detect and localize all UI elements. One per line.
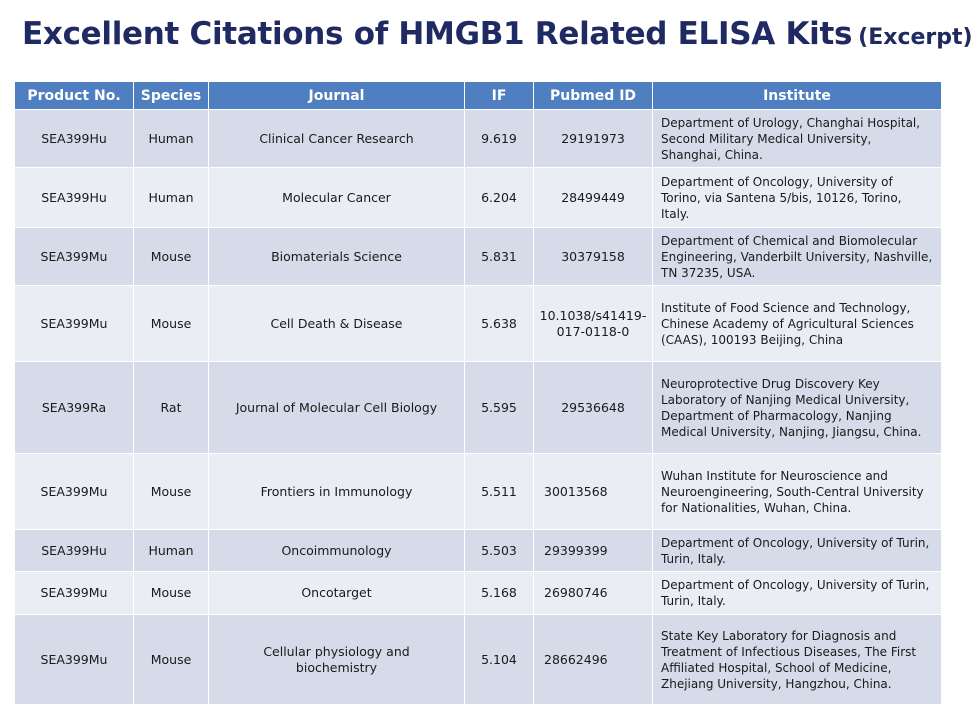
cell-institute: Department of Chemical and Biomolecular Engineering, Vanderbilt University, Nashville, TN 37235, USA. xyxy=(653,228,942,286)
header-institute: Institute xyxy=(653,82,942,110)
table-row xyxy=(15,530,942,572)
header-journal: Journal xyxy=(209,82,465,110)
cell-pubmed-id: 29191973 xyxy=(534,110,653,168)
cell-journal: Molecular Cancer xyxy=(209,168,465,228)
cell-if: 5.168 xyxy=(465,572,534,615)
cell-institute: Department of Oncology, University of Torino, via Santena 5/bis, 10126, Torino, Italy. xyxy=(653,168,942,228)
cell-product-no: SEA399Mu xyxy=(15,228,134,286)
cell-journal: Biomaterials Science xyxy=(209,228,465,286)
header-if: IF xyxy=(465,82,534,110)
cell-institute: Wuhan Institute for Neuroscience and Neuroengineering, South-Central University for Nationalities, Wuhan, China. xyxy=(653,454,942,530)
cell-pubmed-id: 29536648 xyxy=(534,362,653,454)
table-row xyxy=(15,454,942,530)
cell-product-no: SEA399Hu xyxy=(15,530,134,572)
cell-species: Mouse xyxy=(134,228,209,286)
cell-pubmed-id: 26980746 xyxy=(534,572,653,615)
header-product-no: Product No. xyxy=(15,82,134,110)
cell-if: 5.511 xyxy=(465,454,534,530)
header-pubmed-id: Pubmed ID xyxy=(534,82,653,110)
cell-product-no: SEA399Hu xyxy=(15,168,134,228)
cell-journal: Oncoimmunology xyxy=(209,530,465,572)
cell-product-no: SEA399Mu xyxy=(15,572,134,615)
table-row xyxy=(15,362,942,454)
cell-if: 5.503 xyxy=(465,530,534,572)
citations-table xyxy=(14,81,942,705)
table-row xyxy=(15,615,942,705)
cell-journal: Frontiers in Immunology xyxy=(209,454,465,530)
cell-species: Mouse xyxy=(134,454,209,530)
cell-journal: Cell Death & Disease xyxy=(209,286,465,362)
cell-product-no: SEA399Mu xyxy=(15,615,134,705)
cell-pubmed-id: 28499449 xyxy=(534,168,653,228)
cell-if: 5.638 xyxy=(465,286,534,362)
cell-product-no: SEA399Ra xyxy=(15,362,134,454)
cell-species: Mouse xyxy=(134,286,209,362)
header-species: Species xyxy=(134,82,209,110)
table-row xyxy=(15,110,942,168)
cell-species: Human xyxy=(134,530,209,572)
table-row xyxy=(15,228,942,286)
page-title xyxy=(22,16,973,52)
cell-journal: Journal of Molecular Cell Biology xyxy=(209,362,465,454)
cell-species: Mouse xyxy=(134,615,209,705)
cell-journal: Cellular physiology and biochemistry xyxy=(209,615,465,705)
cell-product-no: SEA399Mu xyxy=(15,454,134,530)
cell-if: 5.595 xyxy=(465,362,534,454)
cell-species: Human xyxy=(134,110,209,168)
cell-pubmed-id: 29399399 xyxy=(534,530,653,572)
cell-journal: Clinical Cancer Research xyxy=(209,110,465,168)
title-sub: (Excerpt) xyxy=(858,25,973,50)
cell-institute: Department of Oncology, University of Turin, Turin, Italy. xyxy=(653,572,942,615)
cell-if: 9.619 xyxy=(465,110,534,168)
cell-pubmed-id: 30379158 xyxy=(534,228,653,286)
cell-pubmed-id: 10.1038/s41419-017-0118-0 xyxy=(534,286,653,362)
cell-institute: Department of Urology, Changhai Hospital, Second Military Medical University, Shanghai, China. xyxy=(653,110,942,168)
cell-institute: Department of Oncology, University of Turin, Turin, Italy. xyxy=(653,530,942,572)
table-row xyxy=(15,168,942,228)
cell-if: 5.831 xyxy=(465,228,534,286)
cell-institute: Neuroprotective Drug Discovery Key Laboratory of Nanjing Medical University, Department of Pharmacology, Nanjing Medical University, Nanjing, Jiangsu, China. xyxy=(653,362,942,454)
cell-institute: Institute of Food Science and Technology, Chinese Academy of Agricultural Sciences (CAAS), 100193 Beijing, China xyxy=(653,286,942,362)
cell-species: Human xyxy=(134,168,209,228)
cell-product-no: SEA399Mu xyxy=(15,286,134,362)
cell-pubmed-id: 30013568 xyxy=(534,454,653,530)
table-row xyxy=(15,286,942,362)
cell-product-no: SEA399Hu xyxy=(15,110,134,168)
cell-institute: State Key Laboratory for Diagnosis and Treatment of Infectious Diseases, The First Affiliated Hospital, School of Medicine, Zhejiang University, Hangzhou, China. xyxy=(653,615,942,705)
cell-pubmed-id: 28662496 xyxy=(534,615,653,705)
cell-species: Mouse xyxy=(134,572,209,615)
table-row xyxy=(15,572,942,615)
table-header-row xyxy=(15,82,942,110)
cell-journal: Oncotarget xyxy=(209,572,465,615)
cell-species: Rat xyxy=(134,362,209,454)
cell-if: 6.204 xyxy=(465,168,534,228)
cell-if: 5.104 xyxy=(465,615,534,705)
title-main: Excellent Citations of HMGB1 Related ELISA Kits xyxy=(22,16,853,52)
